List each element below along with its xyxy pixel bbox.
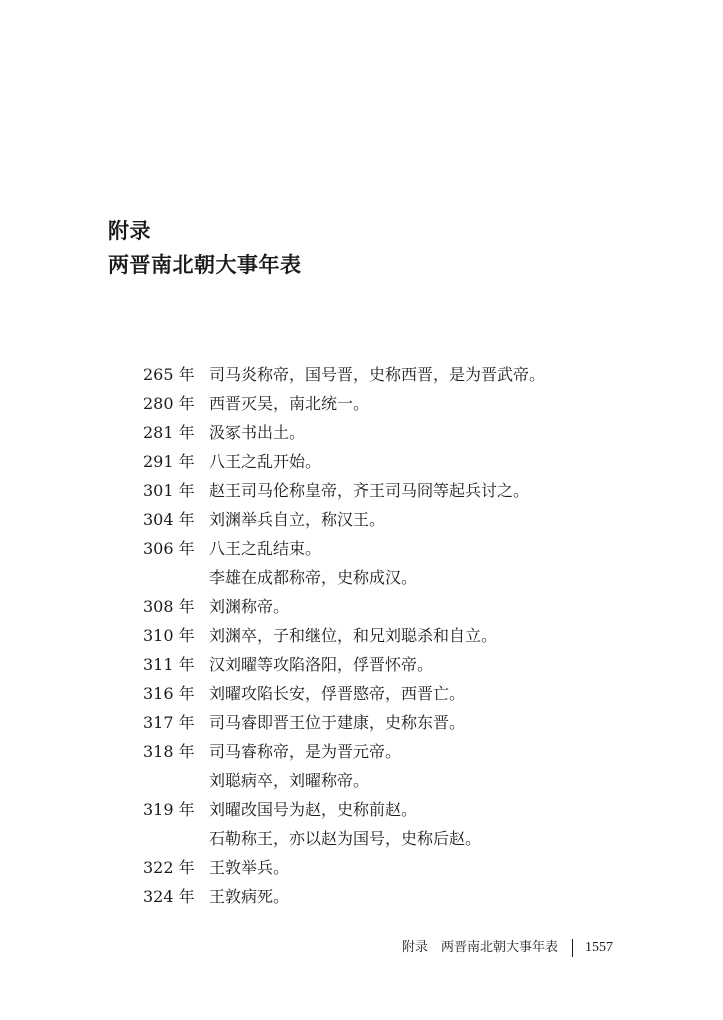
chronology-row [143,766,703,795]
chapter-title: 两晋南北朝大事年表 [108,252,302,277]
event-description: 司马睿即晋王位于建康，史称东晋。 [209,713,466,732]
event-description: 刘聪病卒，刘曜称帝。 [209,771,370,790]
event-year: 311 年 [143,655,195,674]
chronology-row [143,534,703,563]
chronology-row [143,563,703,592]
event-year: 306 年 [143,539,195,558]
chronology-row [143,737,703,766]
event-year: 317 年 [143,713,195,732]
event-year: 324 年 [143,887,195,906]
chronology-row [143,621,703,650]
chronology-row [143,505,703,534]
event-year: 318 年 [143,742,195,761]
event-description: 汉刘曜等攻陷洛阳，俘晋怀帝。 [209,655,434,674]
event-description: 刘渊举兵自立，称汉王。 [209,510,386,529]
chronology-row [143,592,703,621]
event-year: 316 年 [143,684,195,703]
event-description: 王敦病死。 [209,887,290,906]
chronology-row [143,418,703,447]
event-year: 291 年 [143,452,195,471]
chronology-row [143,679,703,708]
chronology-row [143,389,703,418]
event-description: 石勒称王，亦以赵为国号，史称后赵。 [209,829,482,848]
event-year: 310 年 [143,626,195,645]
chronology-row [143,882,703,911]
footer-divider [572,939,573,957]
event-year: 280 年 [143,394,195,413]
appendix-heading [108,216,302,280]
event-description: 司马炎称帝，国号晋，史称西晋，是为晋武帝。 [209,365,546,384]
event-description: 八王之乱结束。 [209,539,322,558]
chronology-row [143,447,703,476]
event-description: 西晋灭吴，南北统一。 [209,394,370,413]
event-description: 李雄在成都称帝，史称成汉。 [209,568,418,587]
chronology-row [143,853,703,882]
chronology-row [143,476,703,505]
chronology-row [143,824,703,853]
running-title: 附录 两晋南北朝大事年表 [401,940,558,955]
event-description: 刘渊卒，子和继位，和兄刘聪杀和自立。 [209,626,498,645]
page-number: 1557 [585,940,613,955]
event-description: 司马睿称帝，是为晋元帝。 [209,742,402,761]
event-description: 刘曜改国号为赵，史称前赵。 [209,800,418,819]
chronology-row [143,708,703,737]
appendix-label: 附录 [108,218,151,243]
event-year: 304 年 [143,510,195,529]
chronology-table [143,360,703,911]
event-description: 八王之乱开始。 [209,452,322,471]
event-year: 308 年 [143,597,195,616]
event-year: 265 年 [143,365,195,384]
event-year: 322 年 [143,858,195,877]
event-description: 赵王司马伦称皇帝，齐王司马冏等起兵讨之。 [209,481,530,500]
event-description: 刘曜攻陷长安，俘晋愍帝，西晋亡。 [209,684,466,703]
event-description: 汲冢书出土。 [209,423,306,442]
event-year: 301 年 [143,481,195,500]
event-description: 刘渊称帝。 [209,597,290,616]
chronology-row [143,650,703,679]
event-year: 319 年 [143,800,195,819]
chronology-row [143,795,703,824]
chronology-row [143,360,703,389]
event-year: 281 年 [143,423,195,442]
event-description: 王敦举兵。 [209,858,290,877]
page-footer [402,936,613,960]
